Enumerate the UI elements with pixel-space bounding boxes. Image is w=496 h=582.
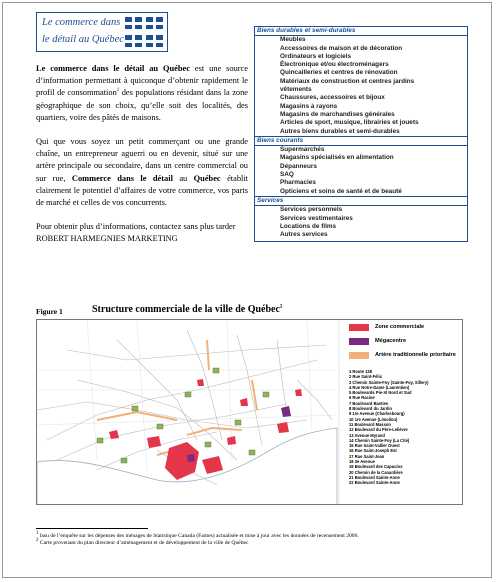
street-list (349, 369, 429, 486)
list-item: 5 Boulevards Pie-XI Nord et Sud (349, 390, 412, 396)
quebec-flag-icon (146, 17, 163, 29)
intro-text (36, 63, 248, 258)
intro-text-span: Qui que vous soyez un petit commerçant ou une grande chaîne, un entrepreneur aguerri ou en devenir, situé sur une artère principale ou secondaire, dans un centre commercial ou sur rue, (36, 137, 248, 183)
footnote-rule (36, 528, 148, 529)
list-item: 17 Rue Saint-Jean (349, 453, 385, 459)
list-item: 1 Route 138 (349, 369, 372, 374)
list-item: 3 Chemin Sainte-Foy (Sainte-Foy, Sillery) (349, 379, 429, 385)
list-item: Opticiens et soins de santé et de beauté (280, 187, 402, 195)
list-item: Matériaux de construction et centres jardins (280, 77, 415, 85)
list-item: Magasins spécialisés en alimentation (280, 154, 394, 162)
list-item: Quincailleries et centres de rénovation (280, 69, 398, 77)
list-item: vêtements (280, 86, 312, 94)
list-item: 2 Rue Saint-Félix (349, 374, 382, 380)
footnote-ref: 1 (116, 88, 120, 94)
list-item: 7 Boulevard Bastien (349, 400, 389, 406)
list-item: 15 Rue Saint-Vallier Ouest (349, 443, 400, 449)
list-item: 18 3e Avenue (349, 459, 375, 465)
list-item: 8 Boulevard du Jardin (349, 406, 392, 412)
category-table (254, 26, 468, 242)
intro-text-span: établit clairement le potentiel d’affaires de votre commerce, vos parts de marché et celles de vos concurrents. (36, 173, 249, 208)
category-block (255, 196, 467, 241)
quebec-flag-icon (125, 35, 142, 47)
list-item: Magasins de marchandises générales (280, 110, 395, 118)
list-item: Articles de sport, musique, librairies et jouets (280, 119, 419, 127)
legend-label: Zone commerciale (375, 324, 425, 330)
footnote-1 (36, 533, 466, 540)
list-item: 9 1re Avenue (Charlesbourg) (349, 411, 405, 417)
intro-text-span: des populations résidant dans la zone géographique de son choix, qu’elle soit des localités, des quartiers, voire des pâtés de maisons. (36, 88, 249, 122)
list-item: Supermarchés (280, 146, 325, 154)
legend-label: Mégacentre (375, 338, 407, 344)
intro-paragraph-3: Pour obtenir plus d’informations, contactez sans plus tarder ROBERT HARMEGNIES MARKETING (36, 222, 236, 244)
list-item: 10 1re Avenue (Limoilou) (349, 416, 398, 422)
city-map (36, 319, 463, 505)
figure-title-text: Structure commerciale de la ville de Québec (92, 304, 280, 315)
logo-line-2: le détail au Québec (42, 34, 124, 45)
product-name: Québec (193, 173, 221, 183)
quebec-flag-icon (125, 17, 142, 29)
list-item: Meubles (280, 36, 306, 44)
list-item: 21 Boulevard Sainte-Anne (349, 474, 400, 480)
category-block (255, 27, 467, 136)
list-item: 4 Rue Notre-Dame (Laurentien) (349, 384, 410, 390)
quebec-flag-icon (146, 35, 163, 47)
footnotes (36, 533, 466, 547)
category-heading: Services (255, 197, 467, 206)
list-item: 12 Boulevard du Père-Lelièvre (349, 427, 408, 433)
footnote-2 (36, 540, 466, 547)
footnote-marker: 1 (36, 531, 39, 537)
category-items (255, 146, 467, 196)
footnote-ref: 2 (279, 304, 283, 310)
list-item: Pharmacies (280, 179, 316, 187)
list-item: 14 Chemin Sainte-Foy (La Cité) (349, 437, 410, 443)
category-block (255, 136, 467, 196)
product-name: Le commerce dans le détail au Québec (36, 64, 190, 73)
intro-text-span: au (172, 173, 194, 183)
list-item: Accessoires de maison et de décoration (280, 44, 403, 52)
list-item: 13 Avenue Myrand (349, 432, 385, 438)
legend-swatch-commercial (349, 324, 369, 331)
category-heading: Biens durables et semi-durables (255, 27, 467, 36)
product-name: Commerce dans le détail (71, 173, 173, 183)
list-item: 11 Boulevard Masson (349, 421, 391, 427)
list-item: 6 Rue Racine (349, 395, 375, 401)
figure-title (92, 304, 282, 315)
list-item: Services personnels (280, 206, 343, 214)
list-item: Services vestimentaires (280, 214, 353, 222)
list-item: 16 Rue Saint-Joseph Est (349, 448, 397, 454)
list-item: 20 Chemin de la Canardière (349, 469, 403, 475)
list-item: Locations de films (280, 222, 337, 230)
footnote-text: Carte provenant du plan directeur d’aménagement et de développement de la ville de Québec (38, 540, 249, 546)
category-items (255, 36, 467, 136)
intro-text-span: est une source d’information permettant à quiconque d’obtenir rapidement le profil de consommation (36, 64, 248, 98)
list-item: Chaussures, accessoires et bijoux (280, 94, 385, 102)
list-item: Autres services (280, 231, 328, 239)
legend-swatch-artery (349, 352, 369, 359)
footnote-marker: 2 (36, 538, 39, 544)
list-item: 19 Boulevard des Capucins (349, 464, 403, 470)
list-item: 22 Boulevard Sainte-Anne (349, 480, 400, 486)
category-heading: Biens courants (255, 137, 467, 146)
list-item: Dépanneurs (280, 162, 317, 170)
list-item: Magasins à rayons (280, 102, 338, 110)
footnote-text: Issu de l’enquête sur les dépenses des ménages de Statistique Canada (Fames) actualisée et mise à jour avec les données de recensement 2006. (38, 533, 359, 539)
list-item: SAQ (280, 171, 294, 179)
intro-paragraph-2 (36, 136, 248, 209)
list-item: Électronique et/ou électroménagers (280, 61, 389, 69)
intro-paragraph-1 (36, 63, 248, 124)
list-item: Autres biens durables et semi-durables (280, 127, 400, 135)
legend-label: Artère traditionnelle prioritaire (375, 352, 456, 358)
legend-swatch-megacentre (349, 338, 369, 345)
logo-line-1: Le commerce dans (42, 17, 121, 28)
list-item: Ordinateurs et logiciels (280, 52, 352, 60)
logo (36, 12, 168, 52)
figure-label: Figure 1 (36, 307, 63, 316)
category-items (255, 206, 467, 241)
